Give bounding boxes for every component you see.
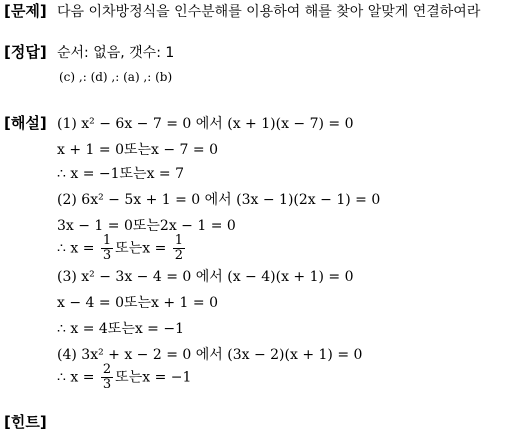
explanation-line: 3x − 1 = 0또는2x − 1 = 0: [57, 218, 236, 234]
problem-label: [문제]: [4, 2, 47, 20]
answer-label: [정답]: [4, 43, 47, 61]
answer-sequence: (c) ,: (d) ,: (a) ,: (b): [59, 70, 173, 84]
explanation-line: x − 4 = 0또는x + 1 = 0: [57, 295, 218, 311]
fraction-suffix: 또는x = −1: [115, 369, 192, 386]
explanation-line: x + 1 = 0또는x − 7 = 0: [57, 142, 218, 158]
fraction-middle: 또는x =: [115, 240, 171, 257]
problem-text: 다음 이차방정식을 인수분해를 이용하여 해를 찾아 알맞게 연결하여라: [57, 4, 481, 20]
explanation-fraction-line: [57, 234, 187, 263]
fraction-denominator: 3: [102, 248, 112, 263]
fraction-prefix: ∴ x =: [57, 240, 99, 257]
fraction-prefix: ∴ x =: [57, 369, 99, 386]
fraction: [101, 363, 113, 392]
explanation-line: (3) x² − 3x − 4 = 0 에서 (x − 4)(x + 1) = 0: [57, 269, 354, 285]
explanation-fraction-line: [57, 363, 191, 392]
hint-label: [힌트]: [4, 413, 47, 431]
explanation-line: ∴ x = −1또는x = 7: [57, 166, 185, 182]
explanation-line: ∴ x = 4또는x = −1: [57, 321, 185, 337]
explanation-line: (2) 6x² − 5x + 1 = 0 에서 (3x − 1)(2x − 1) = 0: [57, 192, 381, 208]
fraction-denominator: 3: [102, 377, 112, 392]
explanation-line: (4) 3x² + x − 2 = 0 에서 (3x − 2)(x + 1) = 0: [57, 347, 363, 363]
fraction: [173, 234, 185, 263]
fraction-denominator: 2: [174, 248, 184, 263]
fraction: [101, 234, 113, 263]
answer-text: 순서: 없음, 갯수: 1: [57, 45, 175, 61]
fraction-numerator: 1: [102, 233, 112, 248]
explanation-label: [해설]: [4, 114, 47, 132]
fraction-numerator: 2: [102, 362, 112, 377]
fraction-numerator: 1: [174, 233, 184, 248]
explanation-line: (1) x² − 6x − 7 = 0 에서 (x + 1)(x − 7) = 0: [57, 116, 354, 132]
